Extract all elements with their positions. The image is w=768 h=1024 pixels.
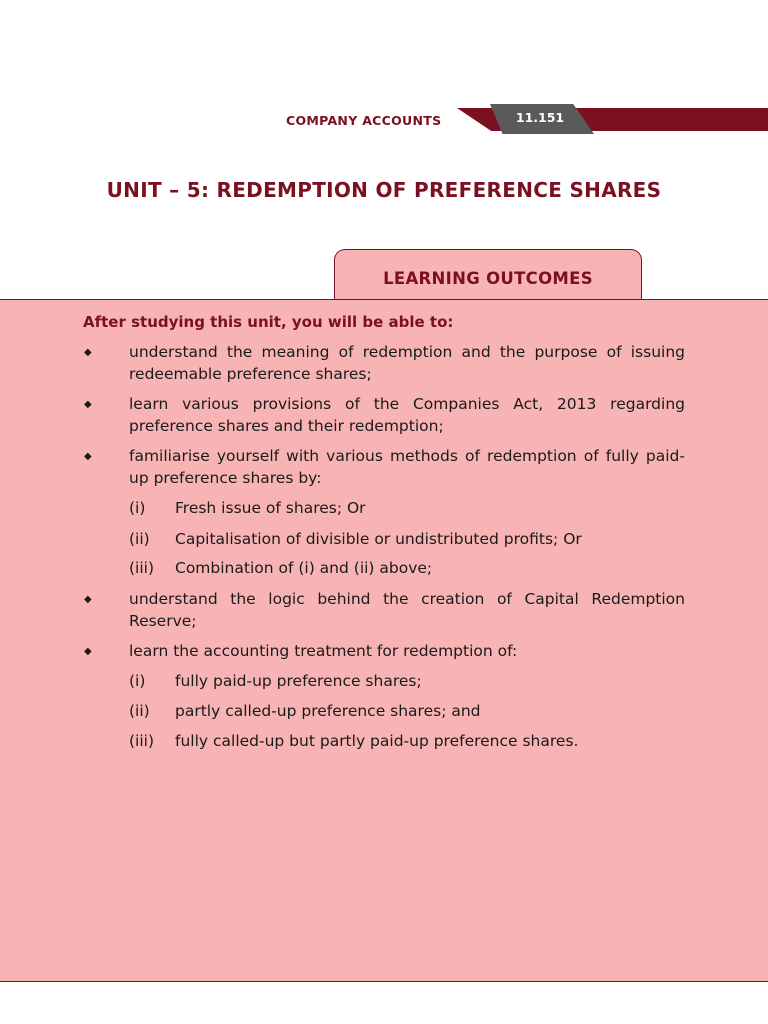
outcome-item: learn the accounting treatment for redemption of: [129,642,518,660]
bullet-icon: ◆ [84,594,92,605]
learning-outcomes-heading: LEARNING OUTCOMES [383,269,593,288]
bullet-icon: ◆ [84,451,92,462]
outcome-item: understand the logic behind the creation of Capital Redemption Reserve; [129,590,685,630]
outcome-item: understand the meaning of redemption and the purpose of issuing redeemable preference shares; [129,343,685,383]
sub-item-number: (ii) [129,702,150,720]
sub-item: Combination of (i) and (ii) above; [175,559,433,577]
outcome-item: learn various provisions of the Companies Act, 2013 regarding preference shares and their redemption; [129,395,685,435]
sub-item: partly called-up preference shares; and [175,702,481,720]
bullet-icon: ◆ [84,646,92,657]
sub-item: Capitalisation of divisible or undistributed profits; Or [175,530,582,548]
intro-text: After studying this unit, you will be able to: [83,313,454,331]
unit-title: UNIT – 5: REDEMPTION OF PREFERENCE SHARES [106,178,662,202]
section-title: COMPANY ACCOUNTS [286,113,442,128]
sub-item: fully paid-up preference shares; [175,672,422,690]
outcome-item: familiarise yourself with various methods of redemption of fully paid-up preference shares by: [129,447,685,487]
sub-item: fully called-up but partly paid-up preference shares. [175,732,579,750]
sub-item-number: (i) [129,672,146,690]
bullet-icon: ◆ [84,347,92,358]
sub-item: Fresh issue of shares; Or [175,499,366,517]
page-number: 11.151 [515,110,565,125]
sub-item-number: (iii) [129,559,155,577]
sub-item-number: (ii) [129,530,150,548]
sub-item-number: (i) [129,499,146,517]
sub-item-number: (iii) [129,732,155,750]
bullet-icon: ◆ [84,399,92,410]
